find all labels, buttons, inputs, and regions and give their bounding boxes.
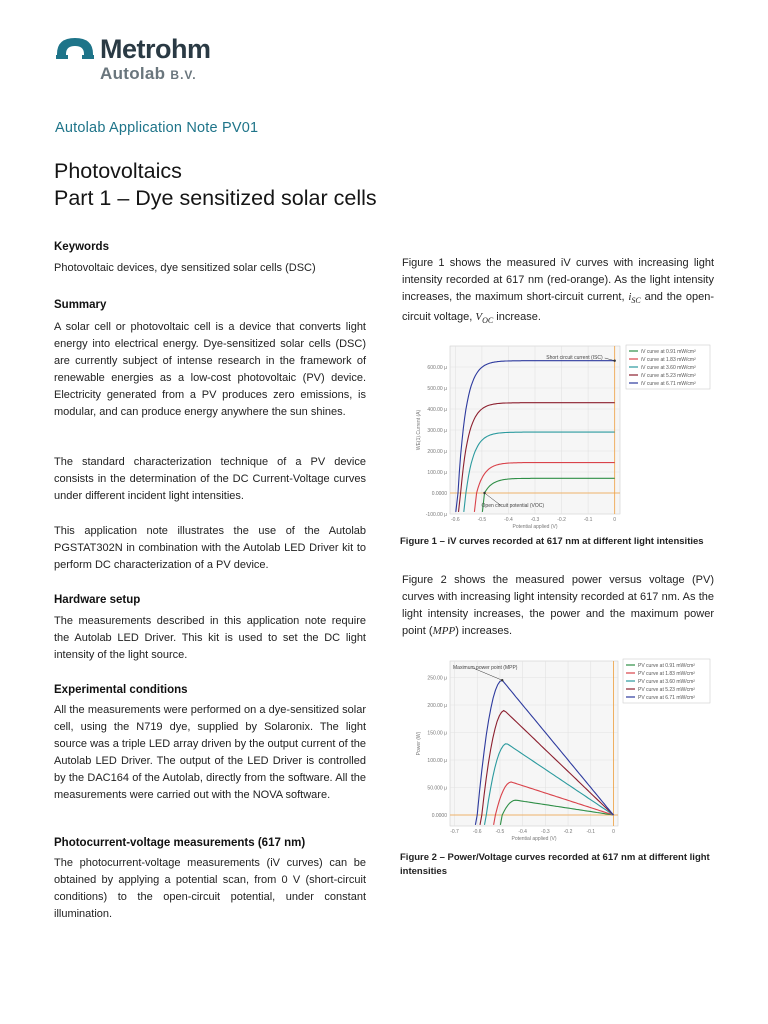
x-tick-label: -0.1 (586, 829, 596, 835)
figure1-iv-chart (400, 338, 718, 530)
y-tick-label: 400.00 μ (427, 407, 447, 413)
y-tick-label: 50.000 μ (427, 785, 447, 792)
figure2-pv-chart (400, 655, 718, 847)
y-axis-label: Power (W) (416, 731, 422, 756)
x-tick-label: -0.2 (557, 517, 566, 523)
summary-paragraph-2: The standard characterization technique of a PV device consists in the determination of the DC Current-Voltage curves under different incident light intensities. (54, 456, 366, 502)
x-tick-label: -0.4 (504, 517, 513, 523)
y-tick-label: 250.00 μ (427, 675, 447, 682)
y-tick-label: 0.0000 (431, 813, 447, 819)
legend-label: PV curve at 1.83 mW/cm² (638, 671, 695, 677)
x-tick-label: -0.3 (530, 517, 540, 523)
figure1-intro: Figure 1 shows the measured iV curves with increasing light intensity recorded at 617 nm (red-orange). As the light intensity increases, the maximum short-circuit current, $i_{SC}$ and the open-circuit voltage, $V_{OC}$ increase. (402, 257, 714, 326)
annotation-point (501, 679, 503, 681)
annotation-point (613, 360, 615, 362)
y-tick-label: 200.00 μ (427, 449, 447, 455)
legend-label: iV curve at 5.23 mW/cm² (641, 373, 696, 379)
x-axis-label: Potential applied (V) (512, 524, 558, 530)
y-tick-label: 0.0000 (431, 491, 447, 497)
keywords-heading: Keywords (54, 241, 109, 253)
summary-paragraph-1: A solar cell or photovoltaic cell is a device that converts light energy into electrical energy. Dye-sensitized solar cells (DSC) are currently subject of intense research in the framework of renewable energies as a low-cost photovoltaic (PV) device. Electricity generated from a PV produces zero emissions, is modular, and can produce energy anywhere the sun shines. (54, 321, 366, 418)
legend-label: iV curve at 1.83 mW/cm² (641, 357, 696, 363)
summary-heading: Summary (54, 299, 107, 311)
x-tick-label: -0.6 (472, 829, 482, 835)
experimental-heading: Experimental conditions (54, 684, 188, 696)
legend-label: iV curve at 6.71 mW/cm² (641, 381, 696, 387)
y-tick-label: -100.00 μ (425, 512, 447, 518)
annotation-label: Short circuit current (ISC) (546, 355, 603, 361)
y-tick-label: 200.00 μ (427, 703, 447, 709)
y-tick-label: 500.00 μ (427, 386, 447, 392)
legend-label: PV curve at 0.91 mW/cm² (638, 663, 695, 669)
legend-label: PV curve at 3.60 mW/cm² (638, 679, 695, 685)
x-tick-label: -0.5 (495, 829, 505, 835)
omega-logo-icon (56, 38, 94, 59)
hardware-text: The measurements described in this application note require the Autolab LED Driver. This kit is used to set the DC light intensity of the light source. (54, 615, 366, 661)
x-tick-label: -0.4 (518, 829, 527, 835)
x-tick-label: 0 (612, 829, 615, 835)
x-tick-label: -0.5 (477, 517, 487, 523)
x-axis-label: Potential applied (V) (511, 836, 557, 842)
x-tick-label: 0 (613, 517, 617, 523)
brand-name: Metrohm (100, 34, 211, 64)
x-tick-label: -0.1 (583, 517, 593, 523)
y-tick-label: 600.00 μ (427, 365, 447, 371)
annotation-label: Maximum power point (MPP) (453, 665, 518, 671)
y-tick-label: 150.00 μ (427, 730, 447, 737)
photocurrent-heading: Photocurrent-voltage measurements (617 nm) (54, 837, 306, 849)
x-tick-label: -0.3 (541, 829, 550, 835)
figure2-caption: Figure 2 – Power/Voltage curves recorded at 617 nm at different light intensities (400, 852, 710, 877)
figure1-caption: Figure 1 – iV curves recorded at 617 nm at different light intensities (400, 536, 704, 547)
application-note-label: Autolab Application Note PV01 (55, 120, 259, 136)
hardware-heading: Hardware setup (54, 594, 141, 606)
summary-paragraph-3: This application note illustrates the use of the Autolab PGSTAT302N in combination with the Autolab LED Driver kit to perform DC characterization of a PV device. (54, 525, 366, 571)
annotation-point (483, 492, 485, 494)
page-title: Photovoltaics Part 1 – Dye sensitized solar cells (54, 159, 377, 210)
legend-label: PV curve at 6.71 mW/cm² (638, 695, 695, 701)
keywords-text: Photovoltaic devices, dye sensitized solar cells (DSC) (54, 262, 316, 274)
photocurrent-text: The photocurrent-voltage measurements (iV curves) can be obtained by applying a potential scan, from 0 V (short-circuit conditions) to the open-circuit potential, under constant illumination. (54, 857, 366, 920)
legend-label: iV curve at 0.91 mW/cm² (641, 349, 696, 355)
y-tick-label: 100.00 μ (427, 470, 447, 476)
legend-label: iV curve at 3.60 mW/cm² (641, 365, 696, 371)
x-tick-label: -0.7 (450, 829, 459, 835)
x-tick-label: -0.6 (451, 517, 460, 523)
y-tick-label: 300.00 μ (427, 428, 447, 434)
experimental-text: All the measurements were performed on a dye-sensitized solar cell, using the N719 dye, supplied by Solaronix. The light source was a triple LED array driven by the output current of the Autolab LED Driver. The output of the LED Driver is controlled by the DAC164 of the Autolab, directly from the software. All the measurements were carried out with the NOVA software. (54, 704, 366, 801)
y-tick-label: 100.00 μ (427, 758, 447, 764)
figure2-intro: Figure 2 shows the measured power versus voltage (PV) curves with increasing light intensity recorded at 617 nm. As the light intensity increases, the power and the maximum power point (MPP) increases. (402, 574, 714, 637)
y-axis-label: WE(1).Current (A) (416, 409, 422, 451)
brand-sub: Autolab B.V. (100, 64, 197, 83)
legend-label: PV curve at 5.23 mW/cm² (638, 687, 695, 693)
x-tick-label: -0.2 (563, 829, 573, 835)
annotation-label: Open circuit potential (VOC) (481, 503, 545, 509)
